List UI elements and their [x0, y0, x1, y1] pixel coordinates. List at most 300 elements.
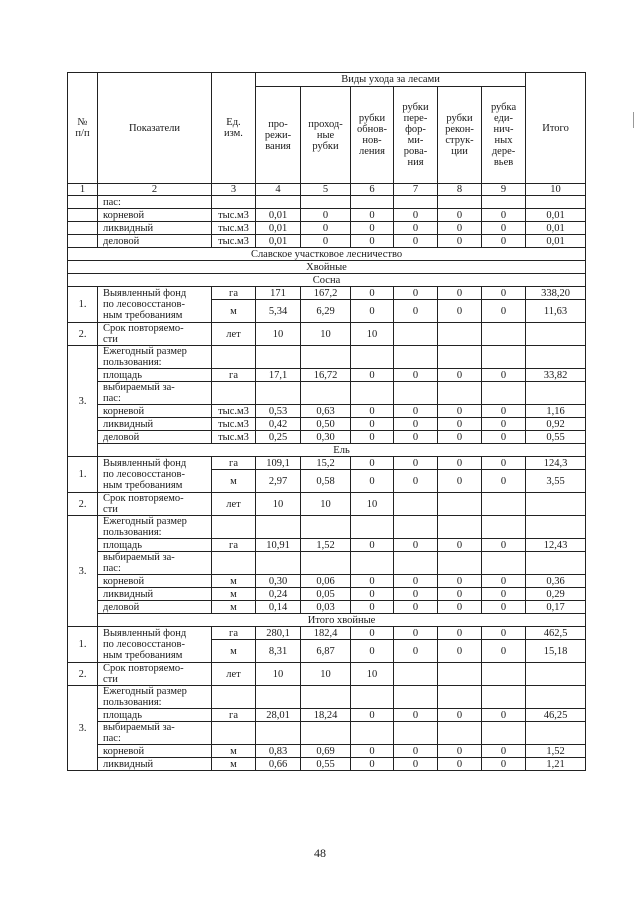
value-cell: 10,91 [256, 539, 301, 552]
header-total: Итого [526, 73, 586, 184]
table-cell [526, 346, 586, 369]
value-cell: 1,52 [301, 539, 351, 552]
table-cell [256, 552, 301, 575]
value-cell [482, 196, 526, 209]
row-label: деловой [98, 601, 212, 614]
table-cell [212, 686, 256, 709]
row-label: ликвидный [98, 588, 212, 601]
unit-cell: м [212, 470, 256, 493]
value-cell: 0 [394, 745, 438, 758]
value-cell: 0 [394, 539, 438, 552]
table-cell [212, 516, 256, 539]
table-cell [256, 382, 301, 405]
table-cell [256, 346, 301, 369]
value-cell: 0,83 [256, 745, 301, 758]
value-cell [482, 663, 526, 686]
value-cell [526, 196, 586, 209]
value-cell: 1,16 [526, 405, 586, 418]
value-cell: 0 [482, 539, 526, 552]
value-cell: 462,5 [526, 627, 586, 640]
value-cell: 0 [394, 431, 438, 444]
header-row [68, 73, 586, 87]
value-cell: 10 [301, 663, 351, 686]
value-cell: 171 [256, 287, 301, 300]
column-number: 8 [438, 184, 482, 196]
value-cell: 0 [482, 575, 526, 588]
value-cell: 0,92 [526, 418, 586, 431]
value-cell: 0,63 [301, 405, 351, 418]
value-cell: 0,24 [256, 588, 301, 601]
value-cell: 0 [482, 369, 526, 382]
stock-value-row [68, 588, 586, 601]
row-number: 2. [68, 493, 98, 516]
header-col-9: рубка еди- нич- ных дере- вьев [482, 87, 526, 184]
row-number: 1. [68, 287, 98, 323]
value-cell: 182,4 [301, 627, 351, 640]
value-cell: 0 [351, 575, 394, 588]
table-cell [526, 722, 586, 745]
value-cell [438, 493, 482, 516]
unit-cell [212, 196, 256, 209]
value-cell: 10 [256, 663, 301, 686]
value-cell: 0,50 [301, 418, 351, 431]
annual-label: Ежегодный размер пользования: [98, 516, 212, 539]
value-cell: 0 [394, 235, 438, 248]
table-cell [351, 346, 394, 369]
row-number: 1. [68, 627, 98, 663]
value-cell: 0 [482, 431, 526, 444]
value-cell: 0 [351, 235, 394, 248]
district-title: Славское участковое лесничество [68, 248, 586, 261]
value-cell: 6,87 [301, 640, 351, 663]
row-number: 2. [68, 663, 98, 686]
annual-row [68, 516, 586, 539]
unit-cell: м [212, 601, 256, 614]
stock-value-row [68, 758, 586, 771]
value-cell: 0 [351, 457, 394, 470]
value-cell: 0 [482, 470, 526, 493]
value-cell: 0,01 [256, 209, 301, 222]
unit-cell: тыс.м3 [212, 222, 256, 235]
value-cell: 0 [438, 709, 482, 722]
value-cell: 0,01 [526, 209, 586, 222]
value-cell: 0 [438, 601, 482, 614]
row-number: 3. [68, 346, 98, 457]
table-cell [351, 686, 394, 709]
table-row [68, 235, 586, 248]
value-cell: 0 [482, 709, 526, 722]
table-cell [212, 382, 256, 405]
value-cell: 0,36 [526, 575, 586, 588]
fund-row [68, 627, 586, 640]
table-cell [351, 552, 394, 575]
value-cell [351, 196, 394, 209]
table-cell [301, 686, 351, 709]
column-number: 10 [526, 184, 586, 196]
scan-edge-mark [633, 112, 634, 128]
value-cell: 0 [394, 575, 438, 588]
column-number: 4 [256, 184, 301, 196]
period-row [68, 493, 586, 516]
value-cell: 1,21 [526, 758, 586, 771]
annual-label: Ежегодный размер пользования: [98, 686, 212, 709]
table-cell [68, 196, 98, 209]
fund-label: Выявленный фонд по лесовосстанов- ным требованиям [98, 287, 212, 323]
value-cell: 0,58 [301, 470, 351, 493]
unit-cell: м [212, 758, 256, 771]
table-cell [351, 722, 394, 745]
stock-row [68, 722, 586, 745]
district-row [68, 248, 586, 261]
value-cell: 0 [351, 758, 394, 771]
period-row [68, 323, 586, 346]
stock-value-row [68, 745, 586, 758]
header-col-6: рубки обнов- нов- ления [351, 87, 394, 184]
value-cell: 0 [438, 539, 482, 552]
value-cell: 15,18 [526, 640, 586, 663]
row-label: площадь [98, 369, 212, 382]
table-cell [394, 552, 438, 575]
table-cell [394, 382, 438, 405]
stock-value-row [68, 418, 586, 431]
value-cell: 0 [482, 287, 526, 300]
page-number: 48 [314, 846, 326, 860]
period-label: Срок повторяемо- сти [98, 493, 212, 516]
value-cell: 0 [351, 539, 394, 552]
header-col-8: рубки рекон- струк- ции [438, 87, 482, 184]
value-cell [394, 493, 438, 516]
value-cell [438, 663, 482, 686]
table-cell [256, 516, 301, 539]
header-num: № п/п [68, 73, 98, 184]
value-cell: 0 [482, 222, 526, 235]
table-cell [482, 516, 526, 539]
value-cell: 16,72 [301, 369, 351, 382]
value-cell: 0 [438, 470, 482, 493]
table-cell [394, 516, 438, 539]
table-cell [212, 346, 256, 369]
value-cell: 17,1 [256, 369, 301, 382]
row-number: 1. [68, 457, 98, 493]
stock-value-row [68, 575, 586, 588]
value-cell: 0 [394, 601, 438, 614]
header-indicators: Показатели [98, 73, 212, 184]
row-number: 2. [68, 323, 98, 346]
value-cell: 0 [351, 709, 394, 722]
annual-row [68, 346, 586, 369]
value-cell: 0 [351, 300, 394, 323]
value-cell: 0 [482, 457, 526, 470]
value-cell: 10 [351, 493, 394, 516]
row-label: корневой [98, 745, 212, 758]
table-cell [256, 686, 301, 709]
area-row [68, 539, 586, 552]
row-label: деловой [98, 431, 212, 444]
value-cell: 0,30 [256, 575, 301, 588]
header-col-7: рубки пере- фор- ми- рова- ния [394, 87, 438, 184]
header-unit: Ед. изм. [212, 73, 256, 184]
value-cell: 5,34 [256, 300, 301, 323]
table-cell [68, 209, 98, 222]
value-cell: 0,01 [526, 222, 586, 235]
value-cell: 0 [351, 470, 394, 493]
value-cell: 0 [482, 640, 526, 663]
value-cell [526, 493, 586, 516]
value-cell: 0 [351, 287, 394, 300]
table-cell [438, 516, 482, 539]
value-cell: 0 [482, 601, 526, 614]
value-cell [394, 663, 438, 686]
value-cell: 0 [438, 222, 482, 235]
value-cell: 10 [351, 663, 394, 686]
value-cell: 0 [351, 431, 394, 444]
value-cell: 0 [301, 235, 351, 248]
area-row [68, 709, 586, 722]
value-cell: 8,31 [256, 640, 301, 663]
group-title: Хвойные [68, 261, 586, 274]
stock-value-row [68, 405, 586, 418]
value-cell: 11,63 [526, 300, 586, 323]
value-cell: 0 [394, 588, 438, 601]
unit-cell: лет [212, 493, 256, 516]
value-cell: 46,25 [526, 709, 586, 722]
table-cell [482, 552, 526, 575]
value-cell: 0 [482, 588, 526, 601]
value-cell: 0,30 [301, 431, 351, 444]
value-cell: 0 [394, 369, 438, 382]
table-row [68, 209, 586, 222]
table-cell [212, 722, 256, 745]
value-cell: 33,82 [526, 369, 586, 382]
value-cell: 0 [438, 745, 482, 758]
table-cell [301, 382, 351, 405]
column-number: 3 [212, 184, 256, 196]
value-cell: 0 [351, 627, 394, 640]
value-cell: 0 [394, 209, 438, 222]
value-cell [438, 323, 482, 346]
table-cell [68, 235, 98, 248]
value-cell: 0 [438, 418, 482, 431]
value-cell: 10 [256, 323, 301, 346]
value-cell: 0 [482, 745, 526, 758]
unit-cell: га [212, 287, 256, 300]
value-cell: 109,1 [256, 457, 301, 470]
unit-cell: тыс.м3 [212, 235, 256, 248]
value-cell: 0 [482, 209, 526, 222]
row-label: пас: [98, 196, 212, 209]
value-cell: 0 [482, 300, 526, 323]
section-row [68, 444, 586, 457]
fund-row [68, 287, 586, 300]
value-cell: 10 [351, 323, 394, 346]
value-cell: 0 [394, 405, 438, 418]
column-number: 2 [98, 184, 212, 196]
table-cell [351, 516, 394, 539]
value-cell: 0 [438, 575, 482, 588]
table-cell [438, 382, 482, 405]
row-label: ликвидный [98, 418, 212, 431]
row-number: 3. [68, 686, 98, 771]
table-cell [68, 222, 98, 235]
value-cell: 10 [301, 323, 351, 346]
row-label: деловой [98, 235, 212, 248]
column-number-row [68, 184, 586, 196]
unit-cell: тыс.м3 [212, 418, 256, 431]
value-cell [394, 196, 438, 209]
table-cell [301, 552, 351, 575]
unit-cell: м [212, 588, 256, 601]
value-cell [482, 323, 526, 346]
stock-label: выбираемый за- пас: [98, 552, 212, 575]
table-row [68, 222, 586, 235]
table-cell [212, 552, 256, 575]
unit-cell: м [212, 640, 256, 663]
value-cell: 0 [351, 405, 394, 418]
stock-row [68, 552, 586, 575]
value-cell: 0 [394, 222, 438, 235]
header-col-5: проход- ные рубки [301, 87, 351, 184]
value-cell: 0 [351, 209, 394, 222]
value-cell: 0 [482, 758, 526, 771]
value-cell: 6,29 [301, 300, 351, 323]
value-cell: 338,20 [526, 287, 586, 300]
column-number: 5 [301, 184, 351, 196]
unit-cell: м [212, 575, 256, 588]
section-row [68, 274, 586, 287]
unit-cell: тыс.м3 [212, 209, 256, 222]
section-row [68, 614, 586, 627]
unit-cell: лет [212, 663, 256, 686]
period-label: Срок повторяемо- сти [98, 663, 212, 686]
section-title: Сосна [68, 274, 586, 287]
row-label: ликвидный [98, 758, 212, 771]
annual-row [68, 686, 586, 709]
row-label: корневой [98, 405, 212, 418]
value-cell: 124,3 [526, 457, 586, 470]
unit-cell: га [212, 369, 256, 382]
value-cell: 0 [438, 287, 482, 300]
row-label: площадь [98, 709, 212, 722]
table-cell [482, 382, 526, 405]
value-cell: 0,05 [301, 588, 351, 601]
value-cell [394, 323, 438, 346]
value-cell: 0 [351, 369, 394, 382]
value-cell: 0 [394, 627, 438, 640]
value-cell: 0 [482, 405, 526, 418]
stock-value-row [68, 601, 586, 614]
value-cell: 0,69 [301, 745, 351, 758]
table-cell [438, 346, 482, 369]
value-cell: 0,66 [256, 758, 301, 771]
value-cell [301, 196, 351, 209]
value-cell: 0 [394, 300, 438, 323]
header-col-4: про- режи- вания [256, 87, 301, 184]
value-cell: 2,97 [256, 470, 301, 493]
value-cell [526, 663, 586, 686]
value-cell: 0,01 [256, 235, 301, 248]
unit-cell: га [212, 627, 256, 640]
value-cell: 0 [351, 222, 394, 235]
value-cell: 0,42 [256, 418, 301, 431]
fund-label: Выявленный фонд по лесовосстанов- ным требованиям [98, 457, 212, 493]
value-cell: 0 [438, 369, 482, 382]
table-cell [394, 346, 438, 369]
stock-label: выбираемый за- пас: [98, 382, 212, 405]
table-cell [301, 722, 351, 745]
value-cell [526, 323, 586, 346]
value-cell: 0,01 [526, 235, 586, 248]
unit-cell: га [212, 457, 256, 470]
value-cell: 0 [394, 457, 438, 470]
table-row [68, 196, 586, 209]
unit-cell: м [212, 300, 256, 323]
column-number: 6 [351, 184, 394, 196]
value-cell: 10 [256, 493, 301, 516]
column-number: 1 [68, 184, 98, 196]
table-cell [482, 686, 526, 709]
stock-label: выбираемый за- пас: [98, 722, 212, 745]
value-cell: 0 [301, 209, 351, 222]
table-cell [526, 516, 586, 539]
value-cell: 0 [438, 300, 482, 323]
value-cell: 0 [438, 405, 482, 418]
table-cell [526, 686, 586, 709]
forest-care-table [67, 72, 586, 771]
value-cell: 0 [351, 601, 394, 614]
column-number: 7 [394, 184, 438, 196]
table-cell [526, 552, 586, 575]
table-cell [438, 686, 482, 709]
fund-row [68, 457, 586, 470]
table-cell [438, 722, 482, 745]
value-cell: 3,55 [526, 470, 586, 493]
table-cell [526, 382, 586, 405]
value-cell: 0 [351, 418, 394, 431]
value-cell: 0 [394, 418, 438, 431]
value-cell: 0 [482, 418, 526, 431]
value-cell: 10 [301, 493, 351, 516]
value-cell: 0 [438, 758, 482, 771]
value-cell: 0 [438, 209, 482, 222]
value-cell: 280,1 [256, 627, 301, 640]
value-cell: 0,17 [526, 601, 586, 614]
value-cell: 0,29 [526, 588, 586, 601]
table-cell [438, 552, 482, 575]
value-cell: 0 [394, 758, 438, 771]
value-cell [482, 493, 526, 516]
value-cell: 167,2 [301, 287, 351, 300]
column-number: 9 [482, 184, 526, 196]
fund-label: Выявленный фонд по лесовосстанов- ным требованиям [98, 627, 212, 663]
row-label: ликвидный [98, 222, 212, 235]
value-cell: 0 [438, 235, 482, 248]
value-cell: 0 [394, 640, 438, 663]
value-cell: 0 [438, 627, 482, 640]
value-cell: 0 [438, 457, 482, 470]
value-cell: 28,01 [256, 709, 301, 722]
value-cell: 0 [482, 627, 526, 640]
value-cell: 0 [351, 745, 394, 758]
row-number: 3. [68, 516, 98, 627]
unit-cell: лет [212, 323, 256, 346]
row-label: корневой [98, 575, 212, 588]
unit-cell: тыс.м3 [212, 431, 256, 444]
group-row [68, 261, 586, 274]
value-cell: 0 [438, 431, 482, 444]
table-cell [482, 346, 526, 369]
unit-cell: га [212, 709, 256, 722]
period-row [68, 663, 586, 686]
